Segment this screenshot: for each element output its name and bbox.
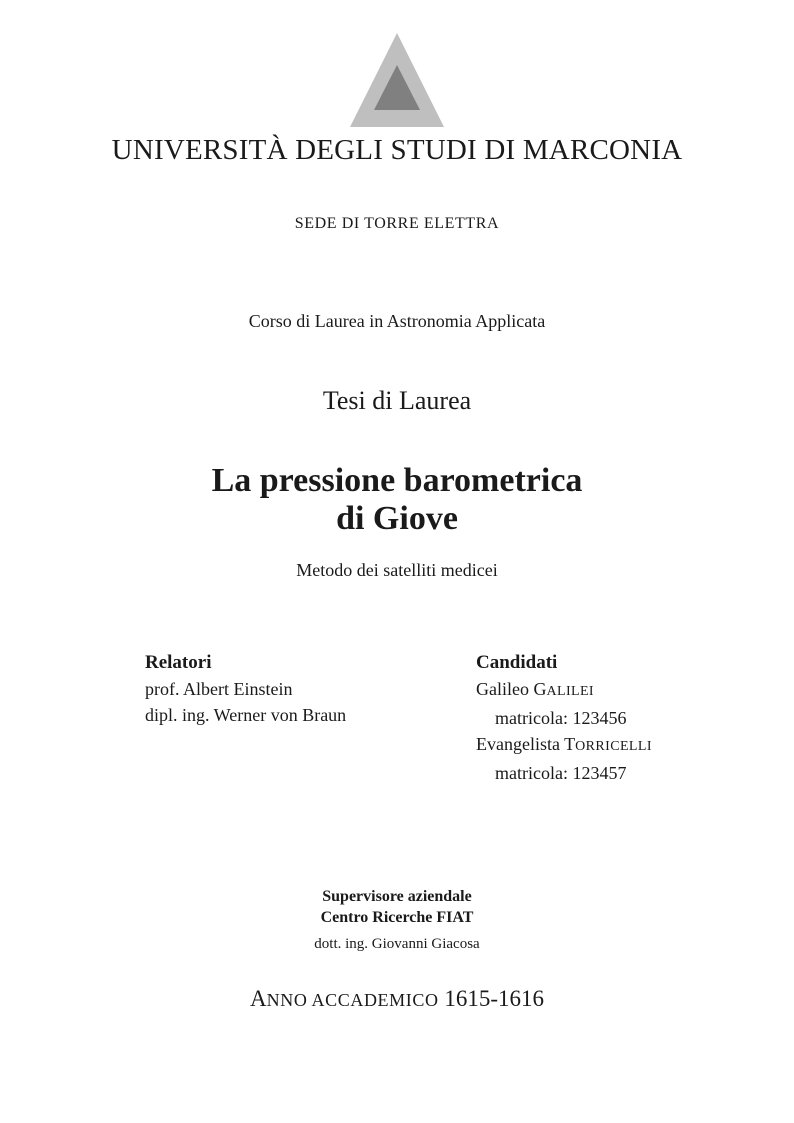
academic-year-label-initial: A bbox=[250, 986, 267, 1011]
company-supervisor-label: Supervisore aziendale bbox=[322, 888, 472, 905]
thesis-title-line-2: di Giove bbox=[336, 500, 458, 537]
candidate-surname bbox=[564, 734, 652, 754]
candidate-surname bbox=[533, 679, 594, 699]
candidate-surname-initial: G bbox=[533, 679, 547, 699]
academic-year-label-rest: NNO ACCADEMICO bbox=[266, 990, 439, 1010]
thesis-type: Tesi di Laurea bbox=[322, 386, 472, 415]
candidate-matricola: matricola: 123456 bbox=[495, 708, 627, 728]
candidate-name bbox=[476, 731, 652, 760]
candidates-block bbox=[476, 650, 652, 786]
university-logo-icon bbox=[350, 33, 444, 127]
academic-year bbox=[0, 986, 794, 1012]
candidate-surname-rest: ALILEI bbox=[546, 684, 594, 699]
campus-name: SEDE DI TORRE ELETTRA bbox=[294, 215, 500, 232]
advisors-block bbox=[145, 650, 346, 728]
university-name: UNIVERSITÀ DEGLI STUDI DI MARCONIA bbox=[111, 134, 683, 166]
candidate-surname-initial: T bbox=[564, 734, 576, 754]
thesis-subtitle: Metodo dei satelliti medicei bbox=[296, 560, 498, 580]
advisor-name: dipl. ing. Werner von Braun bbox=[145, 705, 347, 725]
candidate-name bbox=[476, 676, 652, 705]
thesis-title-line-1: La pressione barometrica bbox=[211, 462, 583, 499]
candidate-first-name: Galileo bbox=[476, 679, 529, 699]
academic-year-label bbox=[250, 986, 439, 1011]
advisor-name: prof. Albert Einstein bbox=[145, 679, 293, 699]
degree-course: Corso di Laurea in Astronomia Applicata bbox=[248, 311, 546, 331]
academic-year-value: 1615-1616 bbox=[444, 986, 544, 1011]
advisors-heading: Relatori bbox=[145, 652, 212, 673]
company-name: Centro Ricerche FIAT bbox=[320, 909, 474, 926]
candidates-heading: Candidati bbox=[476, 652, 558, 673]
candidate-matricola: matricola: 123457 bbox=[495, 763, 627, 783]
candidate-first-name: Evangelista bbox=[476, 734, 560, 754]
thesis-title bbox=[0, 462, 794, 538]
candidate-surname-rest: ORRICELLI bbox=[575, 739, 652, 754]
company-supervisor-name: dott. ing. Giovanni Giacosa bbox=[314, 936, 480, 952]
company-supervisor-block bbox=[0, 886, 794, 955]
